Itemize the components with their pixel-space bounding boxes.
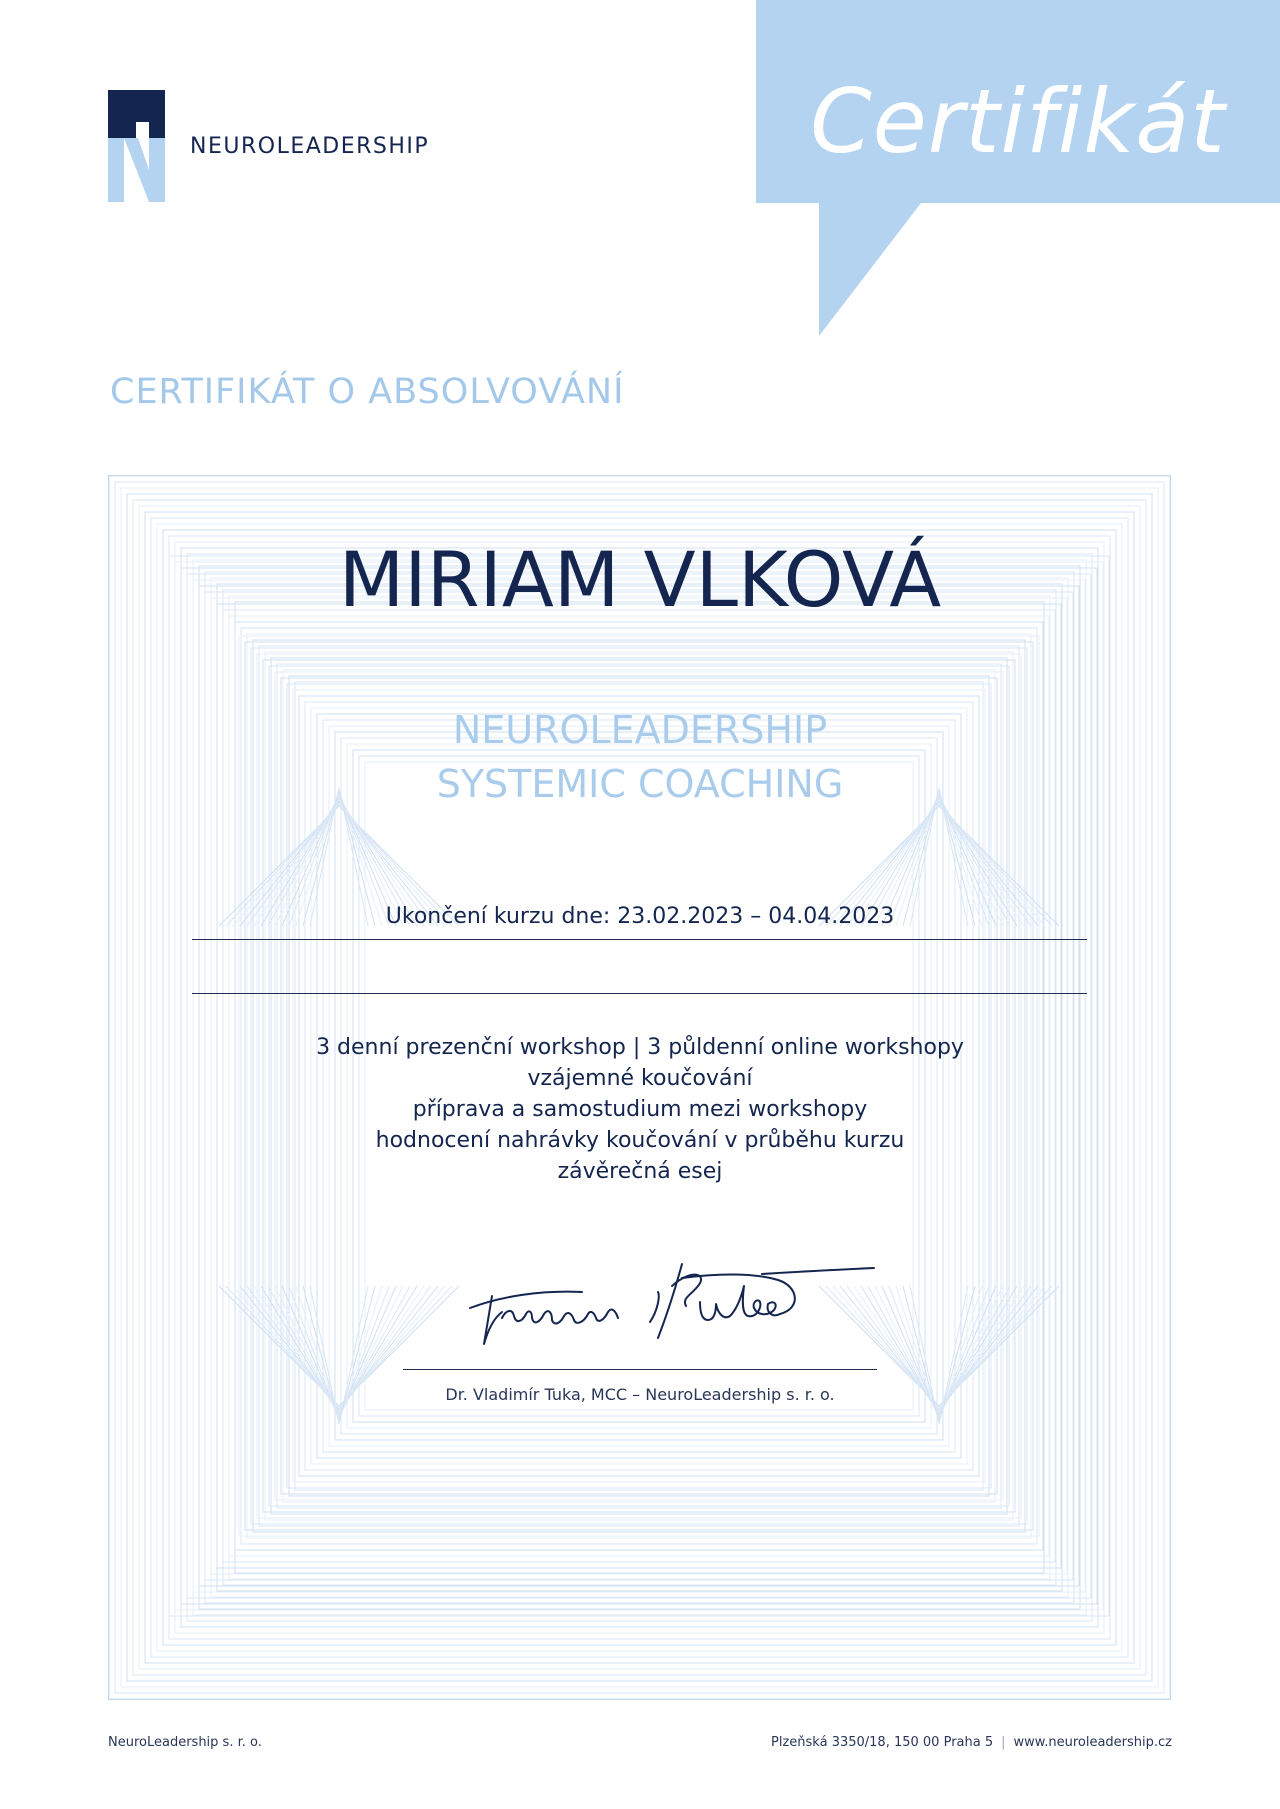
detail-line: příprava a samostudium mezi workshopy xyxy=(412,1097,868,1122)
brand-name: NEUROLEADERSHIP xyxy=(190,134,430,159)
completion-date: Ukončení kurzu dne: 23.02.2023 – 04.04.2023 xyxy=(385,904,895,929)
certificate-subtitle: CERTIFIKÁT O ABSOLVOVÁNÍ xyxy=(110,372,625,412)
divider-line xyxy=(192,993,1087,994)
footer-contact xyxy=(771,1735,1172,1750)
course-title-line2: SYSTEMIC COACHING xyxy=(436,762,844,806)
recipient-name: MIRIAM VLKOVÁ xyxy=(338,535,942,624)
signatory-caption: Dr. Vladimír Tuka, MCC – NeuroLeadership s. r. o. xyxy=(445,1385,835,1404)
detail-line: závěrečná esej xyxy=(557,1159,723,1184)
handwritten-signature xyxy=(462,1256,882,1352)
detail-line: hodnocení nahrávky koučování v průběhu kurzu xyxy=(375,1128,905,1153)
detail-line: vzájemné koučování xyxy=(527,1066,753,1091)
course-details xyxy=(0,1032,1280,1187)
course-title-line1: NEUROLEADERSHIP xyxy=(452,708,828,752)
footer-website[interactable]: www.neuroleadership.cz xyxy=(1013,1735,1172,1750)
signature-line xyxy=(403,1369,877,1370)
bubble-title: Certifikát xyxy=(810,70,1226,173)
neuroleadership-logo-icon xyxy=(108,90,165,202)
footer-address: Plzeňská 3350/18, 150 00 Praha 5 xyxy=(771,1735,994,1750)
footer-company: NeuroLeadership s. r. o. xyxy=(108,1735,262,1750)
divider-line xyxy=(192,939,1087,940)
course-title xyxy=(0,703,1280,811)
footer-separator: | xyxy=(1001,1735,1006,1750)
detail-line: 3 denní prezenční workshop | 3 půldenní online workshopy xyxy=(316,1035,964,1060)
